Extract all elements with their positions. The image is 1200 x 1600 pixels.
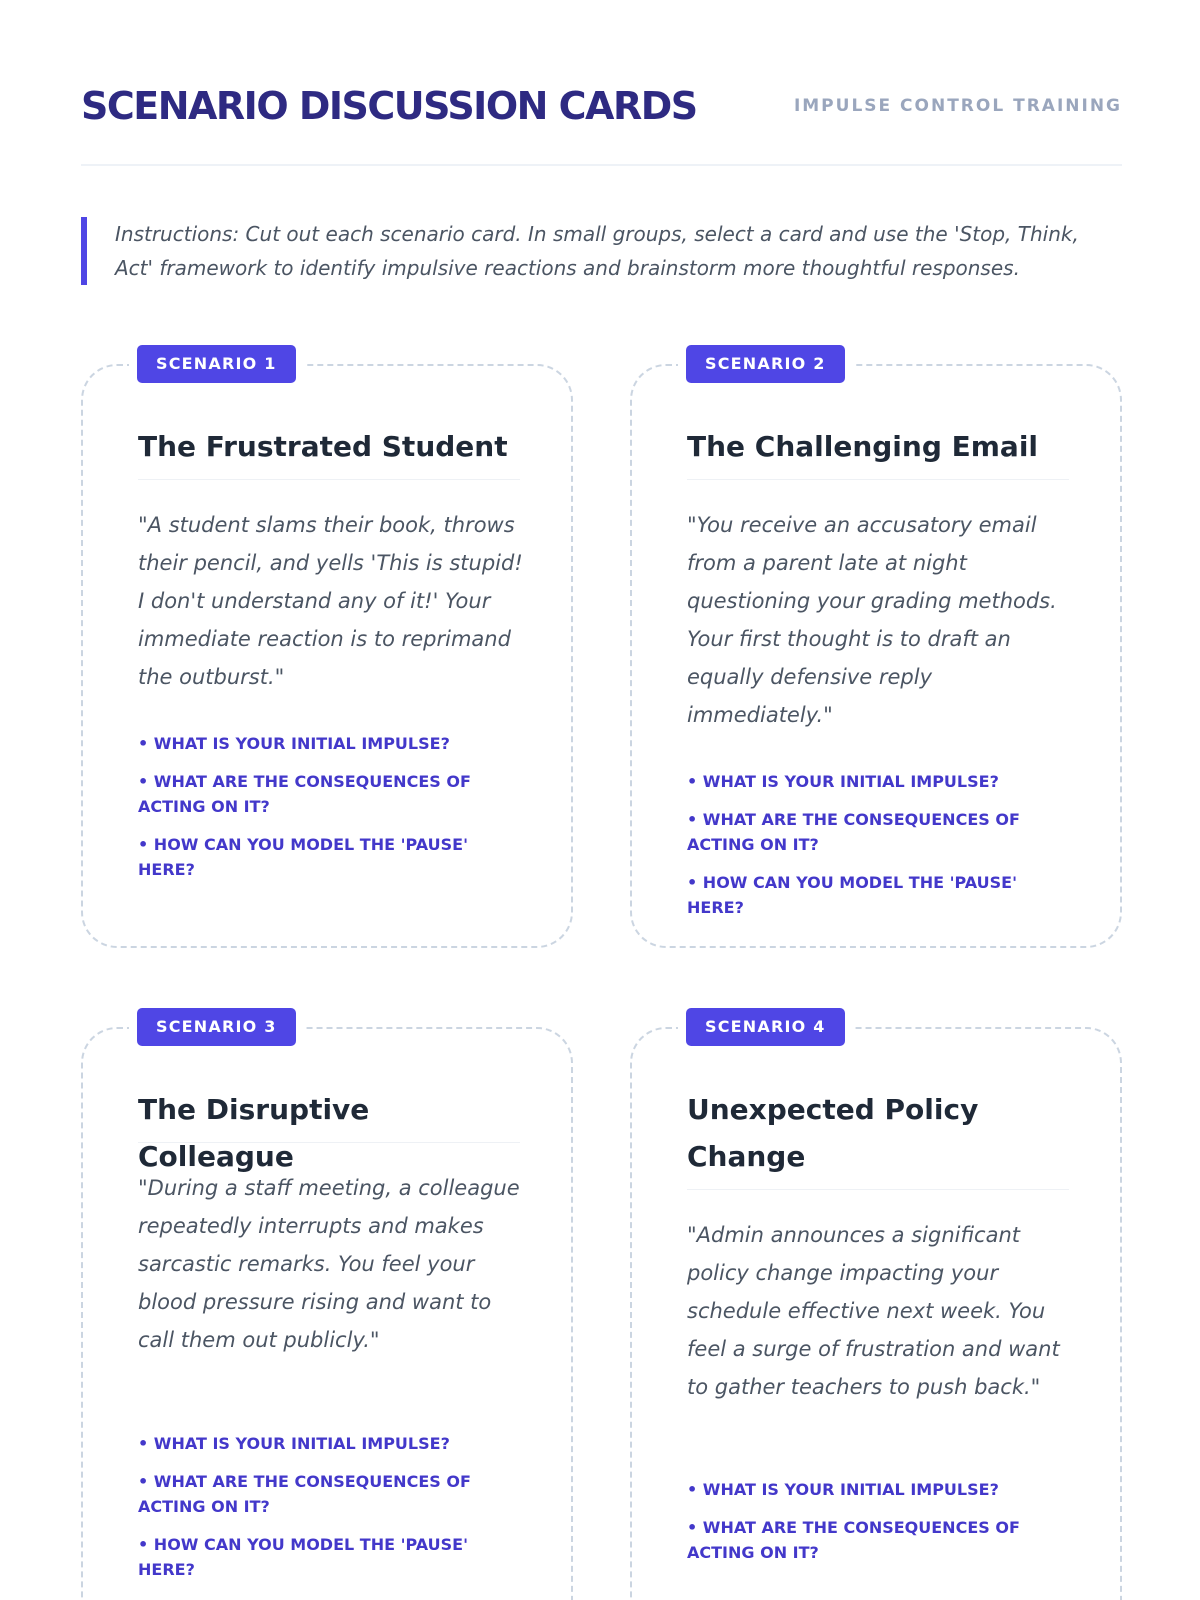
question-item: • HOW CAN YOU MODEL THE 'PAUSE' HERE? [687, 873, 1017, 917]
question-text: WHAT ARE THE CONSEQUENCES OF ACTING ON IT? [687, 810, 1020, 854]
page-subtitle: IMPULSE CONTROL TRAINING [793, 96, 1122, 116]
scenario-title: The Frustrated Student [138, 430, 508, 463]
scenario-card [81, 354, 573, 948]
question-item: • WHAT IS YOUR INITIAL IMPULSE? [138, 734, 450, 753]
question-text: HOW CAN YOU MODEL THE 'PAUSE' HERE? [138, 835, 468, 879]
question-text: WHAT ARE THE CONSEQUENCES OF ACTING ON IT? [138, 1472, 471, 1516]
scenario-quote: "Admin announces a significant policy change impacting your schedule effective next week. You feel a surge of frustration and want to gather teachers to push back." [687, 1223, 1060, 1399]
scenario-badge: SCENARIO 3 [137, 1008, 296, 1046]
question-text: WHAT IS YOUR INITIAL IMPULSE? [702, 772, 999, 791]
scenario-card [81, 1017, 573, 1600]
question-text: HOW CAN YOU MODEL THE 'PAUSE' HERE? [138, 1535, 468, 1579]
question-text: WHAT ARE THE CONSEQUENCES OF ACTING ON IT? [687, 1518, 1020, 1562]
scenario-quote: "During a staff meeting, a colleague repeatedly interrupts and makes sarcastic remarks. You feel your blood pressure rising and want to call them out publicly." [138, 1176, 520, 1352]
discussion-questions [138, 731, 523, 895]
card-divider [687, 1189, 1069, 1190]
scenario-title: The Disruptive Colleague [138, 1093, 370, 1173]
scenario-card [630, 1017, 1122, 1600]
discussion-questions [687, 769, 1072, 933]
scenario-title: Unexpected Policy Change [687, 1093, 979, 1173]
scenario-badge: SCENARIO 4 [686, 1008, 845, 1046]
page-header [81, 84, 1122, 166]
card-divider [138, 1142, 520, 1143]
question-item: • WHAT ARE THE CONSEQUENCES OF ACTING ON IT? [687, 810, 1020, 854]
scenario-quote: "You receive an accusatory email from a parent late at night questioning your grading methods. Your first thought is to draft an equally defensive reply immediately." [687, 513, 1057, 727]
instructions-callout: Instructions: Cut out each scenario card. In small groups, select a card and use the 'Stop, Think, Act' framework to identify impulsive reactions and brainstorm more thoughtful responses. [81, 217, 1122, 285]
worksheet-page [81, 0, 1122, 1600]
question-item: • WHAT ARE THE CONSEQUENCES OF ACTING ON IT? [138, 772, 471, 816]
question-item: • HOW CAN YOU MODEL THE 'PAUSE' HERE? [138, 1535, 468, 1579]
question-item: • WHAT IS YOUR INITIAL IMPULSE? [687, 772, 999, 791]
question-item: • WHAT IS YOUR INITIAL IMPULSE? [687, 1480, 999, 1499]
question-item: • WHAT ARE THE CONSEQUENCES OF ACTING ON IT? [138, 1472, 471, 1516]
scenario-badge: SCENARIO 1 [137, 345, 296, 383]
discussion-questions [687, 1477, 1072, 1578]
question-item: • HOW CAN YOU MODEL THE 'PAUSE' HERE? [138, 835, 468, 879]
question-text: HOW CAN YOU MODEL THE 'PAUSE' HERE? [687, 873, 1017, 917]
scenario-quote: "A student slams their book, throws their pencil, and yells 'This is stupid! I don't understand any of it!' Your immediate reaction is to reprimand the outburst." [138, 513, 523, 689]
scenario-badge: SCENARIO 2 [686, 345, 845, 383]
card-divider [138, 479, 520, 480]
question-text: WHAT IS YOUR INITIAL IMPULSE? [153, 734, 450, 753]
page-title: SCENARIO DISCUSSION CARDS [81, 84, 697, 128]
question-text: WHAT IS YOUR INITIAL IMPULSE? [702, 1480, 999, 1499]
question-text: WHAT IS YOUR INITIAL IMPULSE? [153, 1434, 450, 1453]
scenario-title: The Challenging Email [687, 430, 1039, 463]
question-text: WHAT ARE THE CONSEQUENCES OF ACTING ON IT? [138, 772, 471, 816]
question-item: • WHAT IS YOUR INITIAL IMPULSE? [138, 1434, 450, 1453]
card-divider [687, 479, 1069, 480]
discussion-questions [138, 1431, 523, 1595]
question-item: • WHAT ARE THE CONSEQUENCES OF ACTING ON IT? [687, 1518, 1020, 1562]
scenario-card [630, 354, 1122, 948]
